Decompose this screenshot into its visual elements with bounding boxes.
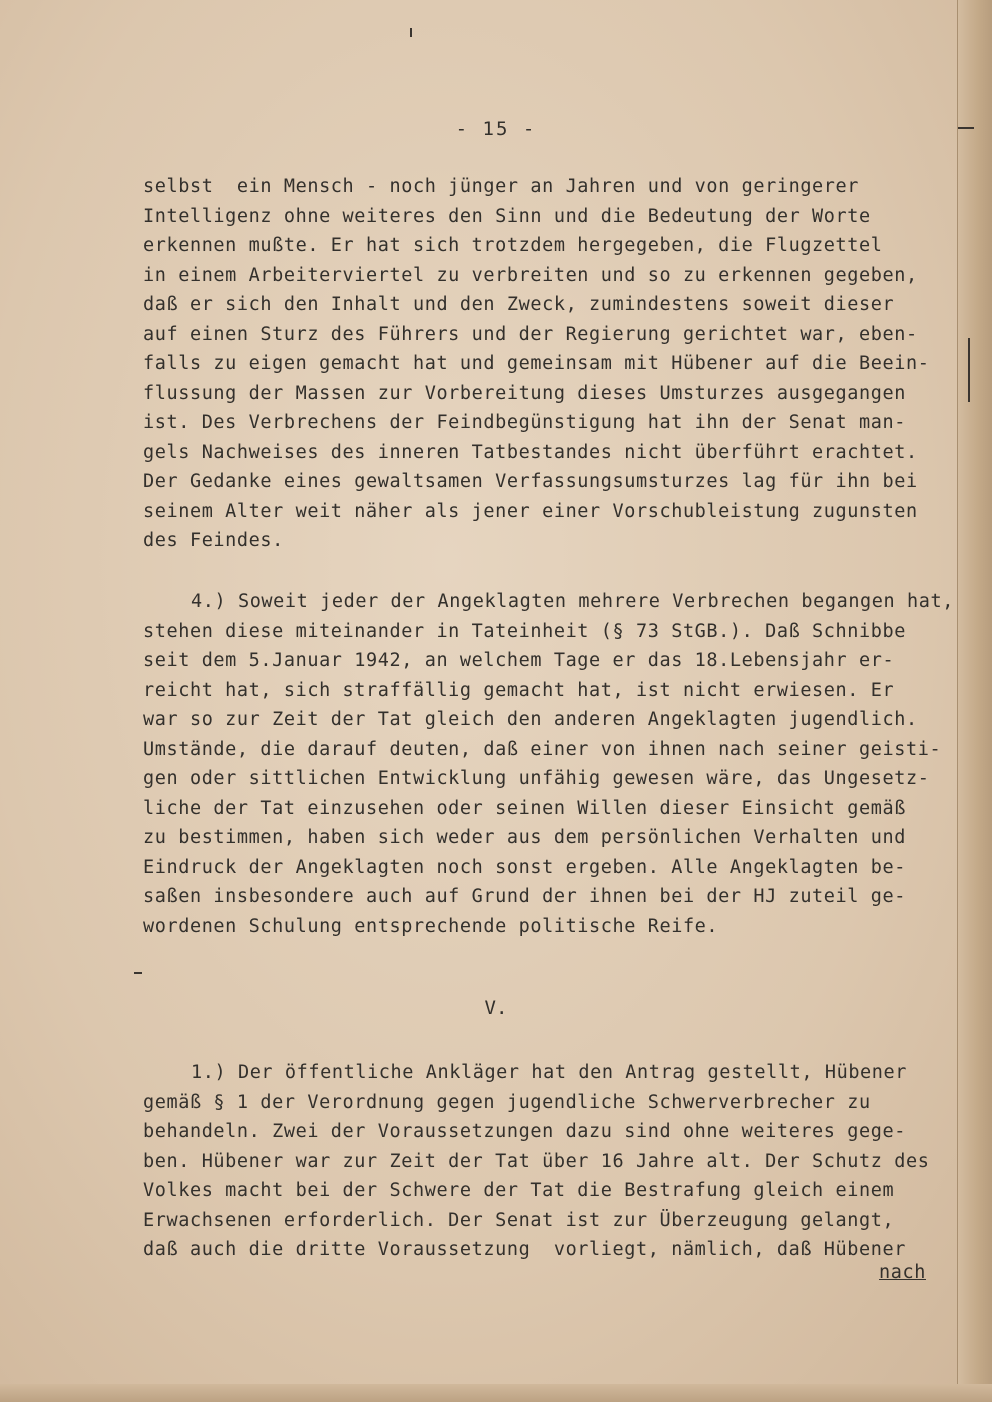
paragraph-1 — [143, 172, 943, 556]
text-line: zu bestimmen, haben sich weder aus dem persönlichen Verhalten und — [143, 827, 906, 848]
catchword: nach — [879, 1262, 926, 1283]
text-line: gen oder sittlichen Entwicklung unfähig gewesen wäre, das Ungesetz- — [143, 768, 930, 789]
text-line: Der Gedanke eines gewaltsamen Verfassungsumsturzes lag für ihn bei — [143, 471, 918, 492]
text-line: saßen insbesondere auch auf Grund der ihnen bei der HJ zuteil ge- — [143, 886, 906, 907]
text-line: war so zur Zeit der Tat gleich den anderen Angeklagten jugendlich. — [143, 709, 918, 730]
margin-dash-mark — [134, 972, 142, 974]
text-line: in einem Arbeiterviertel zu verbreiten und so zu erkennen gegeben, — [143, 264, 918, 286]
text-line: gemäß § 1 der Verordnung gegen jugendliche Schwerverbrecher zu — [143, 1091, 871, 1113]
paragraph-2 — [143, 587, 954, 941]
text-line: flussung der Massen zur Vorbereitung dieses Umsturzes ausgegangen — [143, 382, 906, 404]
text-line: ist. Des Verbrechens der Feindbegünstigung hat ihn der Senat man- — [143, 412, 906, 433]
page-right-edge — [957, 0, 992, 1402]
text-line: auf einen Sturz des Führers und der Regierung gerichtet war, eben- — [143, 323, 918, 345]
page-number: - 15 - — [455, 118, 537, 140]
text-line: des Feindes. — [143, 530, 284, 551]
text-line: wordenen Schulung entsprechende politische Reife. — [143, 915, 719, 937]
text-line: daß auch die dritte Voraussetzung vorliegt, nämlich, daß Hübener — [143, 1239, 906, 1260]
text-line: Volkes macht bei der Schwere der Tat die Bestrafung gleich einem — [143, 1180, 895, 1201]
text-line: gels Nachweises des inneren Tatbestandes nicht überführt erachtet. — [143, 441, 918, 463]
paragraph-3 — [143, 1058, 943, 1265]
text-line: daß er sich den Inhalt und den Zweck, zumindestens soweit dieser — [143, 294, 895, 315]
text-line: 1.) Der öffentliche Ankläger hat den Antrag gestellt, Hübener — [191, 1062, 908, 1083]
text-line: ben. Hübener war zur Zeit der Tat über 16 Jahre alt. Der Schutz des — [143, 1150, 930, 1172]
text-line: stehen diese miteinander in Tateinheit (§ 73 StGB.). Daß Schnibbe — [143, 620, 906, 642]
text-line: Erwachsenen erforderlich. Der Senat ist zur Überzeugung gelangt, — [143, 1209, 895, 1231]
text-line: behandeln. Zwei der Voraussetzungen dazu sind ohne weiteres gege- — [143, 1121, 906, 1142]
text-line: 4.) Soweit jeder der Angeklagten mehrere Verbrechen begangen hat, — [191, 591, 954, 612]
text-line: seit dem 5.Januar 1942, an welchem Tage er das 18.Lebensjahr er- — [143, 650, 895, 671]
text-line: liche der Tat einzusehen oder seinen Willen dieser Einsicht gemäß — [143, 797, 906, 819]
text-line: Eindruck der Angeklagten noch sonst ergeben. Alle Angeklagten be- — [143, 856, 906, 878]
text-line: Intelligenz ohne weiteres den Sinn und die Bedeutung der Worte — [143, 205, 871, 227]
page-bottom-edge — [0, 1384, 992, 1402]
text-line: seinem Alter weit näher als jener einer Vorschubleistung zugunsten — [143, 500, 918, 522]
text-line: falls zu eigen gemacht hat und gemeinsam mit Hübener auf die Beein- — [143, 353, 930, 374]
text-line: selbst ein Mensch - noch jünger an Jahren und von geringerer — [143, 176, 860, 197]
section-heading: V. — [484, 997, 508, 1019]
text-line: Umstände, die darauf deuten, daß einer von ihnen nach seiner geisti- — [143, 738, 942, 760]
text-line: erkennen mußte. Er hat sich trotzdem hergegeben, die Flugzettel — [143, 235, 883, 256]
text-line: reicht hat, sich straffällig gemacht hat, ist nicht erwiesen. Er — [143, 679, 895, 701]
margin-vertical-mark — [968, 338, 970, 402]
ink-speck — [410, 28, 412, 37]
